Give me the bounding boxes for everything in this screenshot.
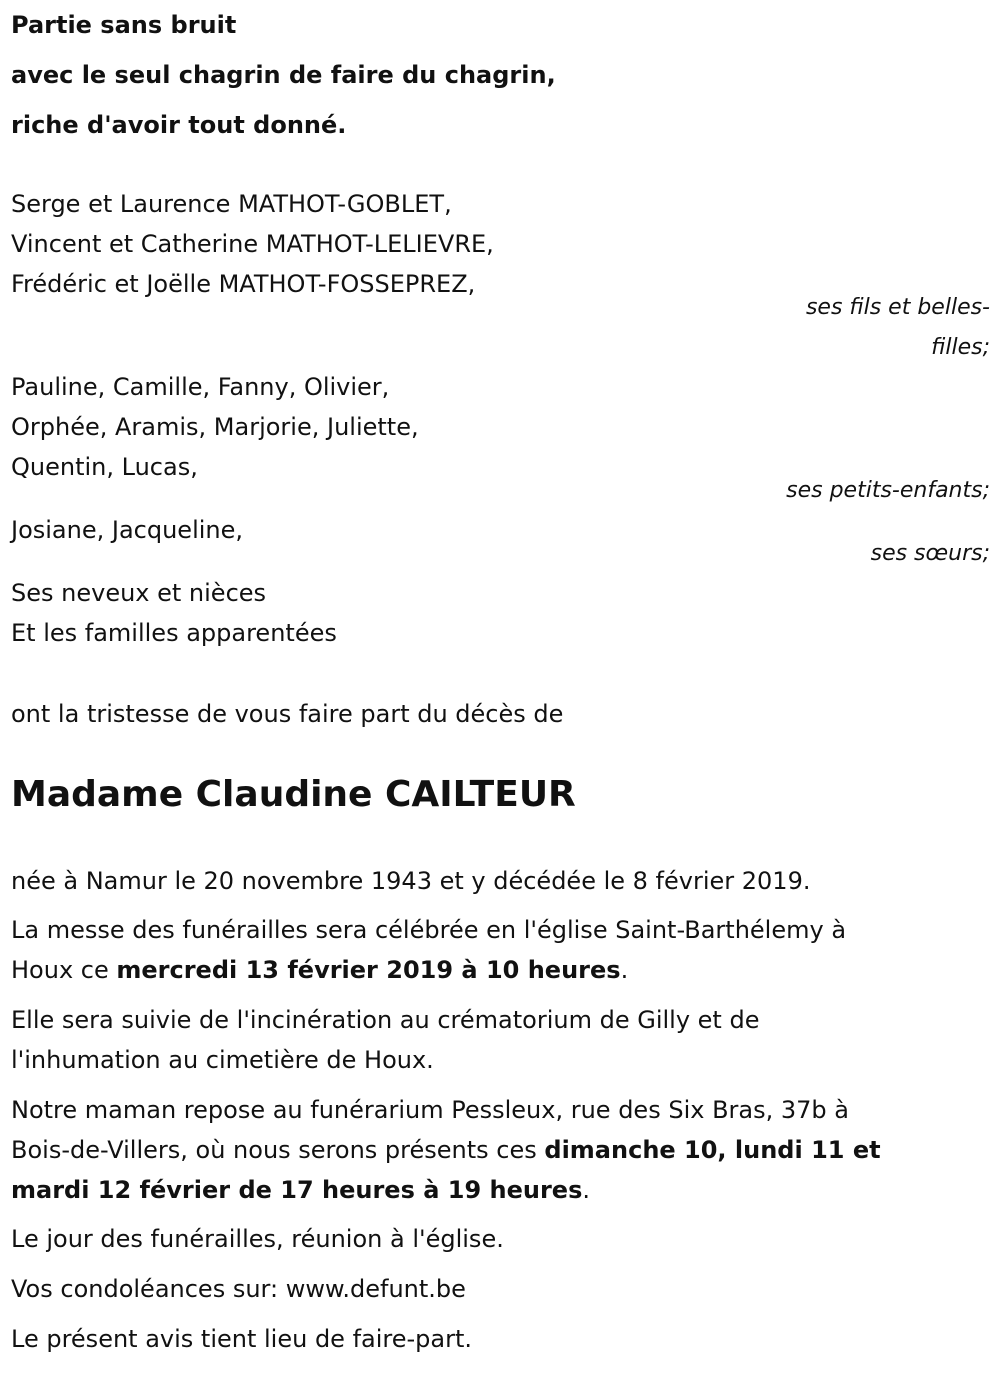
epigraph-line-1: Partie sans bruit bbox=[11, 11, 237, 39]
birth-death-line: née à Namur le 20 novembre 1943 et y décédée le 8 février 2019. bbox=[11, 867, 811, 895]
grandchildren-line-2: Orphée, Aramis, Marjorie, Juliette, bbox=[11, 413, 419, 441]
mass-line-2 bbox=[11, 955, 628, 985]
sisters-label: ses sœurs; bbox=[870, 541, 990, 566]
others-line-1: Ses neveux et nièces bbox=[11, 579, 267, 607]
mass-date: mercredi 13 février 2019 à 10 heures bbox=[116, 956, 621, 984]
sisters-names: Josiane, Jacqueline, bbox=[11, 516, 244, 544]
deceased-name: Madame Claudine CAILTEUR bbox=[11, 774, 576, 815]
cremation-line-1: Elle sera suivie de l'incinération au crématorium de Gilly et de bbox=[11, 1006, 760, 1034]
funerarium-line-2 bbox=[11, 1135, 881, 1165]
cremation-line-2: l'inhumation au cimetière de Houx. bbox=[11, 1046, 434, 1074]
notice-line: Le présent avis tient lieu de faire-part. bbox=[11, 1325, 473, 1353]
children-label-line-1: ses fils et belles- bbox=[805, 295, 990, 320]
meeting-line: Le jour des funérailles, réunion à l'église. bbox=[11, 1225, 504, 1253]
announcement: ont la tristesse de vous faire part du décès de bbox=[11, 700, 564, 728]
children-label-line-2: filles; bbox=[931, 335, 990, 360]
others-line-2: Et les familles apparentées bbox=[11, 619, 337, 647]
mass-line-2-post: . bbox=[620, 956, 629, 984]
funerarium-line-2-pre: Bois-de-Villers, où nous serons présents ces bbox=[11, 1136, 545, 1164]
condolences-line: Vos condoléances sur: www.defunt.be bbox=[11, 1275, 466, 1303]
grandchildren-line-1: Pauline, Camille, Fanny, Olivier, bbox=[11, 373, 390, 401]
funerarium-line-3-post: . bbox=[582, 1176, 591, 1204]
mass-line-1: La messe des funérailles sera célébrée en l'église Saint-Barthélemy à bbox=[11, 916, 847, 944]
visit-hours: mardi 12 février de 17 heures à 19 heures bbox=[11, 1176, 583, 1204]
child-couple-1: Serge et Laurence MATHOT-GOBLET, bbox=[11, 190, 452, 218]
child-couple-3: Frédéric et Joëlle MATHOT-FOSSEPREZ, bbox=[11, 270, 476, 298]
funerarium-line-3 bbox=[11, 1175, 590, 1205]
child-couple-2: Vincent et Catherine MATHOT-LELIEVRE, bbox=[11, 230, 494, 258]
grandchildren-label: ses petits-enfants; bbox=[786, 478, 990, 503]
grandchildren-line-3: Quentin, Lucas, bbox=[11, 453, 198, 481]
visit-days: dimanche 10, lundi 11 et bbox=[544, 1136, 881, 1164]
epigraph-line-2: avec le seul chagrin de faire du chagrin, bbox=[11, 61, 556, 89]
mass-line-2-pre: Houx ce bbox=[11, 956, 117, 984]
funerarium-line-1: Notre maman repose au funérarium Pessleux, rue des Six Bras, 37b à bbox=[11, 1096, 849, 1124]
epigraph-line-3: riche d'avoir tout donné. bbox=[11, 111, 347, 139]
